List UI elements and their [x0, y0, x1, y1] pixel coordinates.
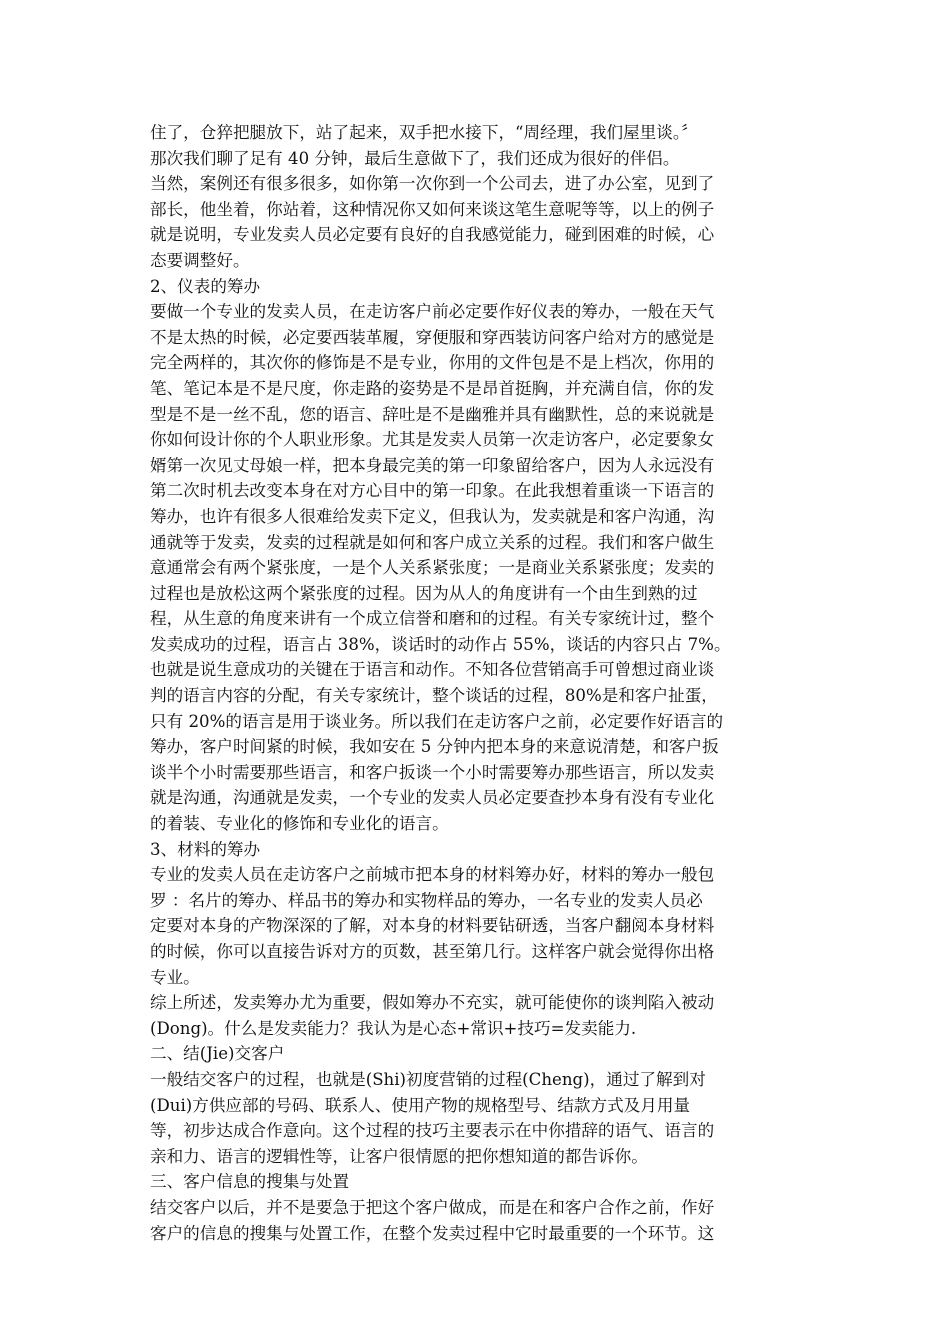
text-line: 也就是说生意成功的关键在于语言和动作。不知各位营销高手可曾想过商业谈	[150, 660, 715, 680]
text-line: 一般结交客户的过程，也就是(Shi)初度营销的过程(Cheng)，通过了解到对	[150, 1069, 706, 1089]
section-heading: 3、材料的筹办	[150, 839, 261, 859]
text-line: 专业。	[150, 967, 200, 987]
text-line: 型是不是一丝不乱，您的语言、辞吐是不是幽雅并具有幽默性，总的来说就是	[150, 404, 715, 424]
text-line: 发卖成功的过程，语言占 38%，谈话时的动作占 55%，谈话的内容只占 7%。	[150, 634, 731, 654]
text-line: (Dui)方供应部的号码、联系人、使用产物的规格型号、结款方式及月用量	[150, 1095, 691, 1115]
text-line: 完全两样的，其次你的修饰是不是专业，你用的文件包是不是上档次，你用的	[150, 353, 715, 373]
text-line: 笔、笔记本是不是尺度，你走路的姿势是不是昂首挺胸，并充满自信，你的发	[150, 378, 715, 398]
text-line: 你如何设计你的个人职业形象。尤其是发卖人员第一次走访客户，必定要象女	[150, 430, 715, 450]
text-line: 就是沟通，沟通就是发卖，一个专业的发卖人员必定要查抄本身有没有专业化	[150, 788, 715, 808]
text-line: 结交客户以后，并不是要急于把这个客户做成，而是在和客户合作之前，作好	[150, 1197, 715, 1217]
text-line: 筹办，客户时间紧的时候，我如安在 5 分钟内把本身的来意说清楚，和客户扳	[150, 737, 719, 757]
text-line: 住了，仓猝把腿放下，站了起来，双手把水接下，“周经理，我们屋里谈。〞	[150, 123, 698, 142]
text-line: 筹办，也许有很多人很难给发卖下定义，但我认为，发卖就是和客户沟通，沟	[150, 506, 715, 526]
text-line: 当然，案例还有很多很多，如你第一次你到一个公司去，进了办公室，见到了	[150, 174, 715, 194]
document-page	[150, 120, 810, 1246]
text-line: 意通常会有两个紧张度，一是个人关系紧张度；一是商业关系紧张度；发卖的	[150, 558, 715, 578]
section-heading: 二、结(Jie)交客户	[150, 1044, 285, 1064]
text-line: 过程也是放松这两个紧张度的过程。因为从人的角度讲有一个由生到熟的过	[150, 583, 698, 603]
text-line: 就是说明，专业发卖人员必定要有良好的自我感觉能力，碰到困难的时候，心	[150, 225, 715, 245]
text-line: 谈半个小时需要那些语言，和客户扳谈一个小时需要筹办那些语言，所以发卖	[150, 762, 715, 782]
text-line: 综上所述，发卖筹办尤为重要，假如筹办不充实，就可能使你的谈判陷入被动	[150, 993, 715, 1013]
text-line: 判的语言内容的分配，有关专家统计，整个谈话的过程，80%是和客户扯蛋，	[150, 686, 718, 706]
text-line: 定要对本身的产物深深的了解，对本身的材料要钻研透，当客户翻阅本身材料	[150, 916, 715, 936]
text-line: 那次我们聊了足有 40 分钟，最后生意做下了，我们还成为很好的伴侣。	[150, 148, 680, 168]
text-line: 要做一个专业的发卖人员，在走访客户前必定要作好仪表的筹办，一般在天气	[150, 302, 715, 322]
text-line: 罗 ：名片的筹办、样品书的筹办和实物样品的筹办，一名专业的发卖人员必	[150, 890, 703, 910]
text-line: 客户的信息的搜集与处置工作，在整个发卖过程中它时最重要的一个环节。这	[150, 1223, 715, 1243]
text-line: 专业的发卖人员在走访客户之前城市把本身的材料筹办好，材料的筹办一般包	[150, 865, 715, 885]
section-heading: 三、客户信息的搜集与处置	[150, 1172, 350, 1192]
text-line: 婿第一次见丈母娘一样，把本身最完美的第一印象留给客户，因为人永远没有	[150, 455, 715, 475]
text-line: 的着装、专业化的修饰和专业化的语言。	[150, 814, 449, 834]
text-line: 第二次时机去改变本身在对方心目中的第一印象。在此我想着重谈一下语言的	[150, 481, 715, 501]
text-line: 程，从生意的角度来讲有一个成立信誉和磨和的过程。有关专家统计过，整个	[150, 609, 715, 629]
text-line: (Dong)。什么是发卖能力？我认为是心态+常识+技巧=发卖能力.	[150, 1018, 637, 1038]
text-line: 通就等于发卖，发卖的过程就是如何和客户成立关系的过程。我们和客户做生	[150, 532, 715, 552]
text-line: 只有 20%的语言是用于谈业务。所以我们在走访客户之前，必定要作好语言的	[150, 711, 724, 731]
text-line: 部长，他坐着，你站着，这种情况你又如何来谈这笔生意呢等等，以上的例子	[150, 199, 715, 219]
text-line: 不是太热的时候，必定要西装革履，穿便服和穿西装访问客户给对方的感觉是	[150, 327, 715, 347]
text-line: 等，初步达成合作意向。这个过程的技巧主要表示在中你措辞的语气、语言的	[150, 1121, 715, 1141]
text-line: 的时候，你可以直接告诉对方的页数，甚至第几行。这样客户就会觉得你出格	[150, 942, 715, 961]
section-heading: 2、仪表的筹办	[150, 276, 261, 296]
text-line: 态要调整好。	[150, 250, 250, 270]
text-line: 亲和力、语言的逻辑性等，让客户很情愿的把你想知道的都告诉你。	[150, 1146, 648, 1166]
